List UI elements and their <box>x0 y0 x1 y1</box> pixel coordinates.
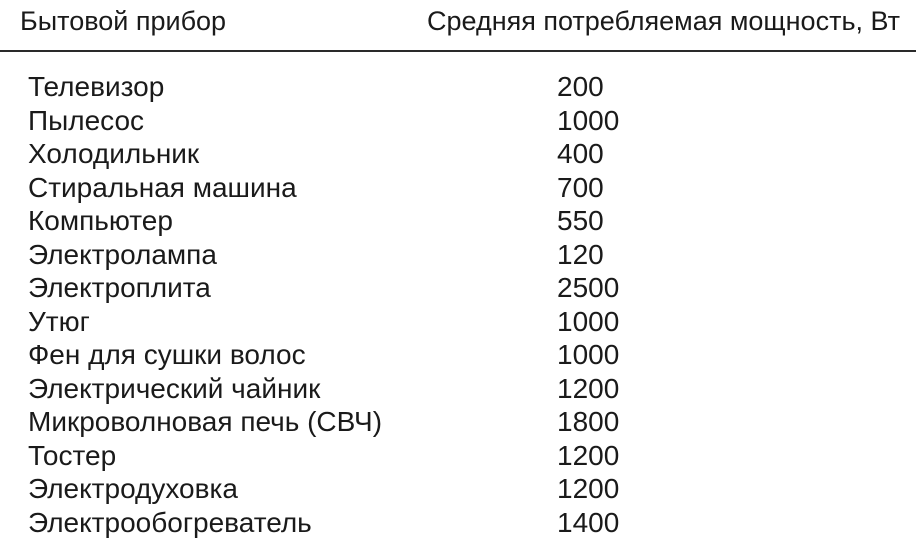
power-value: 1000 <box>557 339 620 370</box>
appliance-name: Электроплита <box>28 272 211 303</box>
appliance-name: Фен для сушки волос <box>28 339 306 370</box>
table-row <box>0 70 916 104</box>
table-row <box>0 171 916 205</box>
appliance-name: Телевизор <box>28 71 165 102</box>
power-value: 1400 <box>557 506 620 538</box>
appliance-name: Компьютер <box>28 205 173 236</box>
table-row <box>0 238 916 272</box>
table-row <box>0 271 916 305</box>
table-row <box>0 305 916 339</box>
power-value: 200 <box>557 71 604 102</box>
appliance-name: Стиральная машина <box>28 171 297 203</box>
power-value: 1200 <box>557 473 620 504</box>
table-row <box>0 204 916 238</box>
table-row <box>0 472 916 506</box>
power-value: 120 <box>557 238 604 270</box>
appliance-name: Микроволновая печь (СВЧ) <box>28 406 383 437</box>
table-row <box>0 104 916 138</box>
appliance-name: Электродуховка <box>28 473 238 504</box>
appliance-name: Утюг <box>28 305 90 337</box>
table-row <box>0 405 916 439</box>
power-value: 1000 <box>557 305 620 337</box>
power-value: 2500 <box>557 272 620 303</box>
power-value: 1200 <box>557 372 620 404</box>
appliance-name: Электролампа <box>28 238 217 270</box>
table-row <box>0 372 916 406</box>
power-value: 700 <box>557 171 604 203</box>
table-row <box>0 338 916 372</box>
power-value: 1200 <box>557 439 620 471</box>
header-appliance: Бытовой прибор <box>20 6 227 36</box>
appliance-name: Электрический чайник <box>28 372 321 404</box>
table-body <box>0 70 916 539</box>
power-value: 1800 <box>557 406 620 437</box>
table-header <box>0 0 916 46</box>
appliance-name: Электрообогреватель <box>28 506 312 538</box>
appliance-name: Пылесос <box>28 104 145 136</box>
header-power: Средняя потребляемая мощность, Вт <box>427 6 900 36</box>
power-value: 400 <box>557 138 604 169</box>
appliance-name: Тостер <box>28 439 117 471</box>
power-value: 1000 <box>557 104 620 136</box>
table-row <box>0 506 916 540</box>
header-divider <box>0 50 916 52</box>
appliance-name: Холодильник <box>28 138 200 169</box>
table-row <box>0 439 916 473</box>
power-value: 550 <box>557 205 604 236</box>
table-row <box>0 137 916 171</box>
